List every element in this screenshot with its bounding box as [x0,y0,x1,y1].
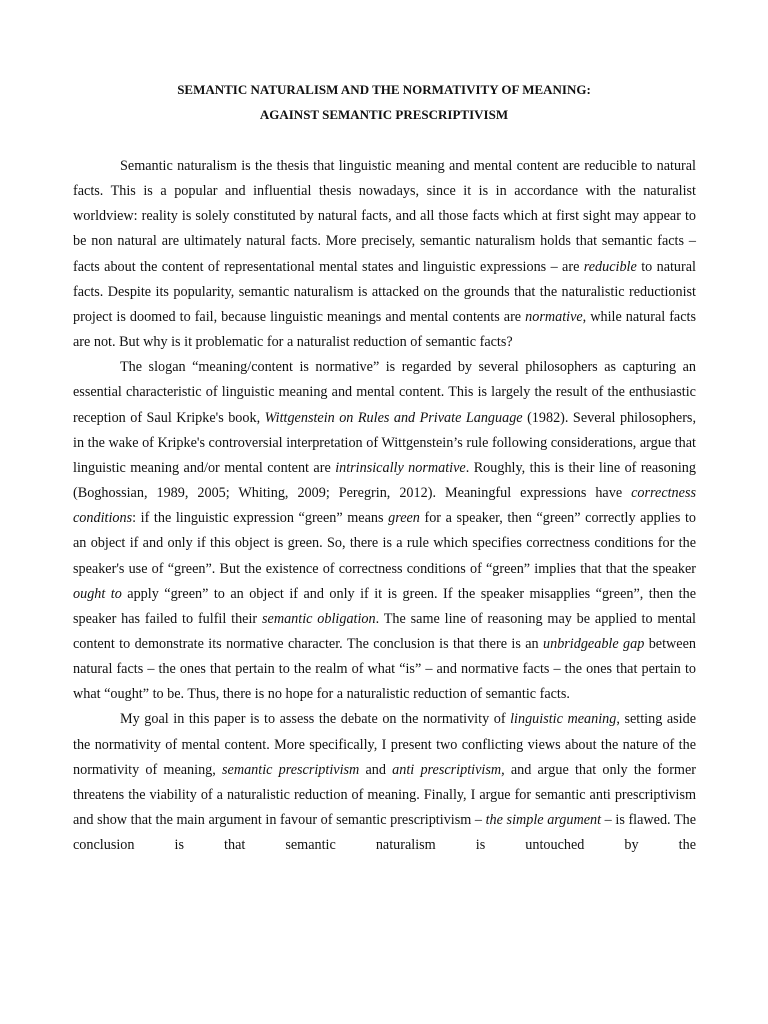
text-run: and [359,761,393,778]
italic-phrase: ought to [73,585,122,602]
italic-phrase: green [388,510,420,527]
text-run: apply “green” to an object if and only if it is green. If the speaker misapplies “green”, then the speaker has failed to fulfil their [73,585,696,627]
text-run: My goal in this paper is to assess the debate on the normativity of [120,711,511,728]
text-run: , and argue that only the former threatens the viability of a naturalistic reduction of meaning. Finally, I argue for semantic anti prescriptivism and show that the main argument in favour of semantic prescriptivism – [73,761,696,829]
text-run: , while natural facts are not. But why is it problematic for a naturalist reduction of semantic facts? [73,308,696,351]
text-run: . The same line of reasoning may be applied to mental content to demonstrate its normative character. The conclusion is that there is an [73,610,697,652]
text-run: to natural facts. Despite its popularity, semantic naturalism is attacked on the grounds that the naturalistic reductionist project is doomed to fail, because linguistic meanings and mental contents are [73,258,696,325]
paper-body [73,154,696,858]
italic-phrase: semantic obligation [262,610,376,627]
italic-phrase: anti prescriptivism [392,761,502,778]
paragraph [73,355,696,707]
text-run: : if the linguistic expression “green” means [132,510,389,527]
text-run: Semantic naturalism is the thesis that linguistic meaning and mental content are reducible to natural facts. This is a popular and influential thesis nowadays, since it is in accordance with the naturalist worldview: reality is solely constituted by natural facts, and all those facts which at first sight may appear to be non natural are ultimately natural facts. More precisely, semantic naturalism holds that semantic facts – facts about the content of representational mental states and linguistic expressions – are [73,158,696,275]
text-run: , setting aside the normativity of mental content. More specifically, I present two conflicting views about the nature of the normativity of meaning, [73,711,696,778]
italic-phrase: linguistic meaning [510,711,617,728]
paragraph [73,707,696,858]
text-run: between natural facts – the ones that pertain to the realm of what “is” – and normative facts – the ones that pertain to what “ought” to be. Thus, there is no hope for a naturalistic reduction of semantic facts. [73,635,696,703]
italic-phrase: semantic prescriptivism [222,761,360,778]
italic-phrase: correctness conditions [73,485,696,527]
italic-phrase: unbridgeable gap [543,635,645,652]
text-run: . Roughly, this is their line of reasoning (Boghossian, 1989, 2005; Whiting, 2009; Peregrin, 2012). Meaningful expressions have [73,459,696,502]
italic-phrase: the simple argument [485,812,602,829]
paragraph [73,154,696,355]
italic-phrase: reducible [583,258,637,275]
paper-title-line-2: AGAINST SEMANTIC PRESCRIPTIVISM [259,107,509,122]
italic-phrase: intrinsically normative [335,459,466,476]
paper-title-line-1: SEMANTIC NATURALISM AND THE NORMATIVITY OF MEANING: [177,82,591,97]
text-run: for a speaker, then “green” correctly applies to an object if and only if this object is green. So, there is a rule which specifies correctness conditions for the speaker's use of “green”. But the existence of correctness conditions of “green” implies that that the speaker [73,510,696,577]
text-run: The slogan “meaning/content is normative” is regarded by several philosophers as capturing an essential characteristic of linguistic meaning and mental content. This is largely the result of the enthusiastic reception of Saul Kripke's book, [73,359,696,426]
italic-phrase: normative [525,308,583,325]
text-run: (1982). Several philosophers, in the wake of Kripke's controversial interpretation of Wittgenstein’s rule following considerations, argue that linguistic meaning and/or mental content are [73,409,696,476]
italic-phrase: Wittgenstein on Rules and Private Language [264,409,523,426]
text-run: – is flawed. The conclusion is that semantic naturalism is untouched by the [73,812,696,854]
